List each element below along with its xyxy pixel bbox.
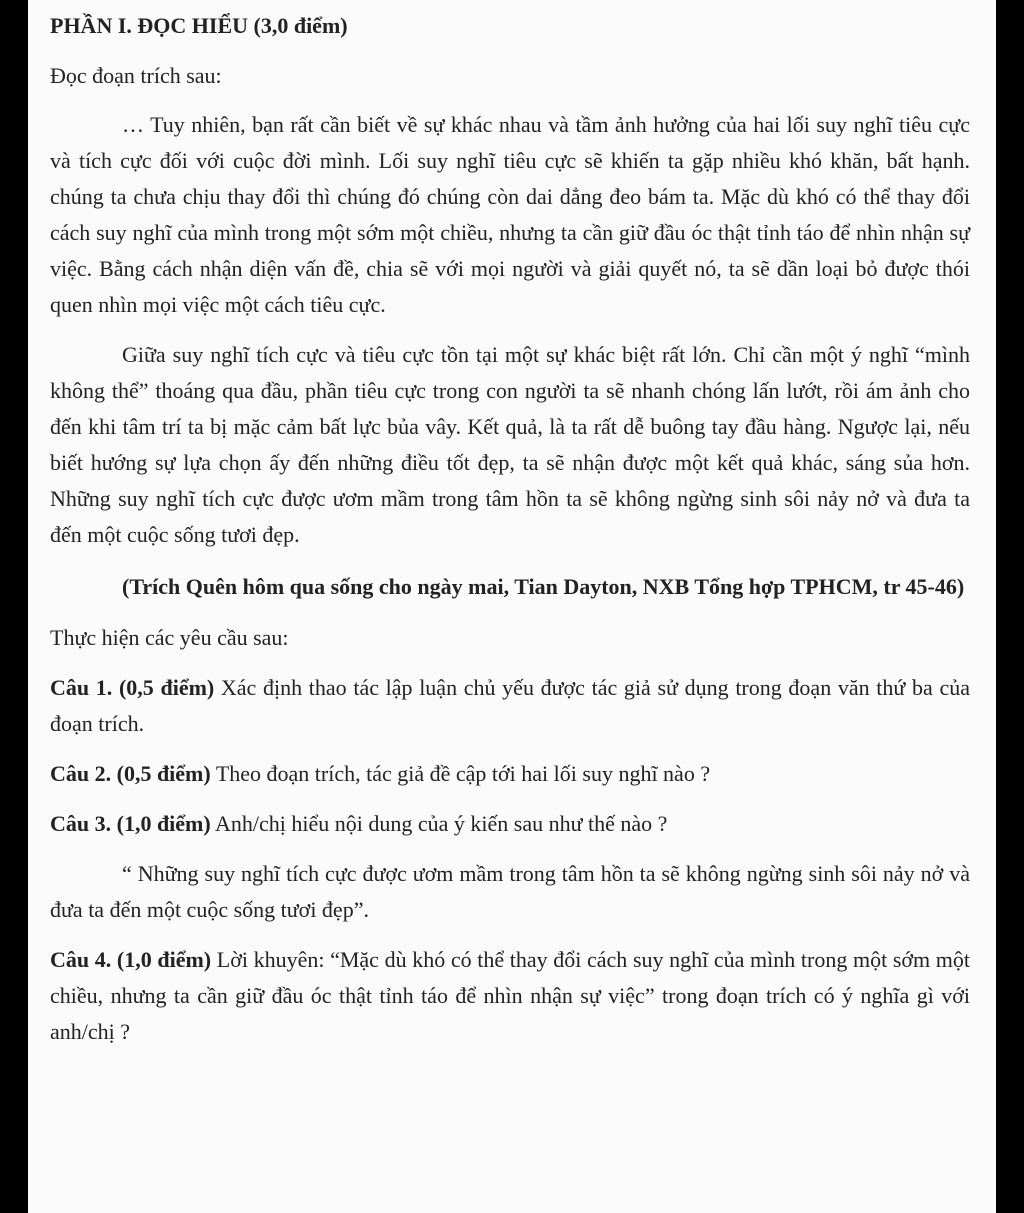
question-3: [50, 806, 970, 842]
question-1-label: Câu 1. (0,5 điểm): [50, 675, 215, 700]
passage-paragraph-1: … Tuy nhiên, bạn rất cần biết về sự khác nhau và tầm ảnh hưởng của hai lối suy nghĩ tiêu cực và tích cực đối với cuộc đời mình. Lối suy nghĩ tiêu cực sẽ khiến ta gặp nhiều khó khăn, bất hạnh. chúng ta chưa chịu thay đổi thì chúng đó chúng còn dai dẳng đeo bám ta. Mặc dù khó có thể thay đổi cách suy nghĩ của mình trong một sớm một chiều, nhưng ta cần giữ đầu óc thật tỉnh táo để nhìn nhận sự việc. Bằng cách nhận diện vấn đề, chia sẽ với mọi người và giải quyết nó, ta sẽ dần loại bỏ được thói quen nhìn mọi việc một cách tiêu cực.: [50, 112, 970, 317]
instruction-text: Thực hiện các yêu cầu sau:: [50, 625, 289, 650]
question-2-text: Theo đoạn trích, tác giả đề cập tới hai lối suy nghĩ nào ?: [210, 761, 711, 786]
question-3-text: Anh/chị hiểu nội dung của ý kiến sau như thế nào ?: [210, 811, 668, 836]
question-2: [50, 756, 970, 792]
question-2-label: Câu 2. (0,5 điểm): [50, 761, 211, 786]
section-intro: Đọc đoạn trích sau:: [50, 63, 222, 88]
question-3-quote: “ Những suy nghĩ tích cực được ươm mầm trong tâm hồn ta sẽ không ngừng sinh sôi nảy nở và đưa ta đến một cuộc sống tươi đẹp”.: [50, 861, 970, 922]
passage-citation: (Trích Quên hôm qua sống cho ngày mai, Tian Dayton, NXB Tổng hợp TPHCM, tr 45-46): [122, 574, 965, 599]
question-3-label: Câu 3. (1,0 điểm): [50, 811, 211, 836]
question-4: [50, 942, 970, 1050]
document-page: [28, 0, 996, 1213]
passage-paragraph-2: Giữa suy nghĩ tích cực và tiêu cực tồn tại một sự khác biệt rất lớn. Chỉ cần một ý nghĩ “mình không thể” thoáng qua đầu, phần tiêu cực trong con người ta sẽ nhanh chóng lấn lướt, rồi ám ảnh cho đến khi tâm trí ta bị mặc cảm bất lực bủa vây. Kết quả, là ta rất dễ buông tay đầu hàng. Ngược lại, nếu biết hướng sự lựa chọn ấy đến những điều tốt đẹp, ta sẽ nhận được một kết quả khác, sáng sủa hơn. Những suy nghĩ tích cực được ươm mầm trong tâm hồn ta sẽ không ngừng sinh sôi nảy nở và đưa ta đến một cuộc sống tươi đẹp.: [50, 342, 970, 547]
section-heading: PHẦN I. ĐỌC HIỂU (3,0 điểm): [50, 13, 348, 38]
question-4-text: Lời khuyên: “Mặc dù khó có thể thay đổi cách suy nghĩ của mình trong một sớm một chiều, nhưng ta cần giữ đầu óc thật tỉnh táo để nhìn nhận sự việc” trong đoạn trích có ý nghĩa gì với anh/chị ?: [50, 947, 971, 1044]
question-4-label: Câu 4. (1,0 điểm): [50, 947, 212, 972]
question-1-text: Xác định thao tác lập luận chủ yếu được tác giả sử dụng trong đoạn văn thứ ba của đoạn trích.: [50, 675, 970, 736]
question-1: [50, 670, 970, 742]
